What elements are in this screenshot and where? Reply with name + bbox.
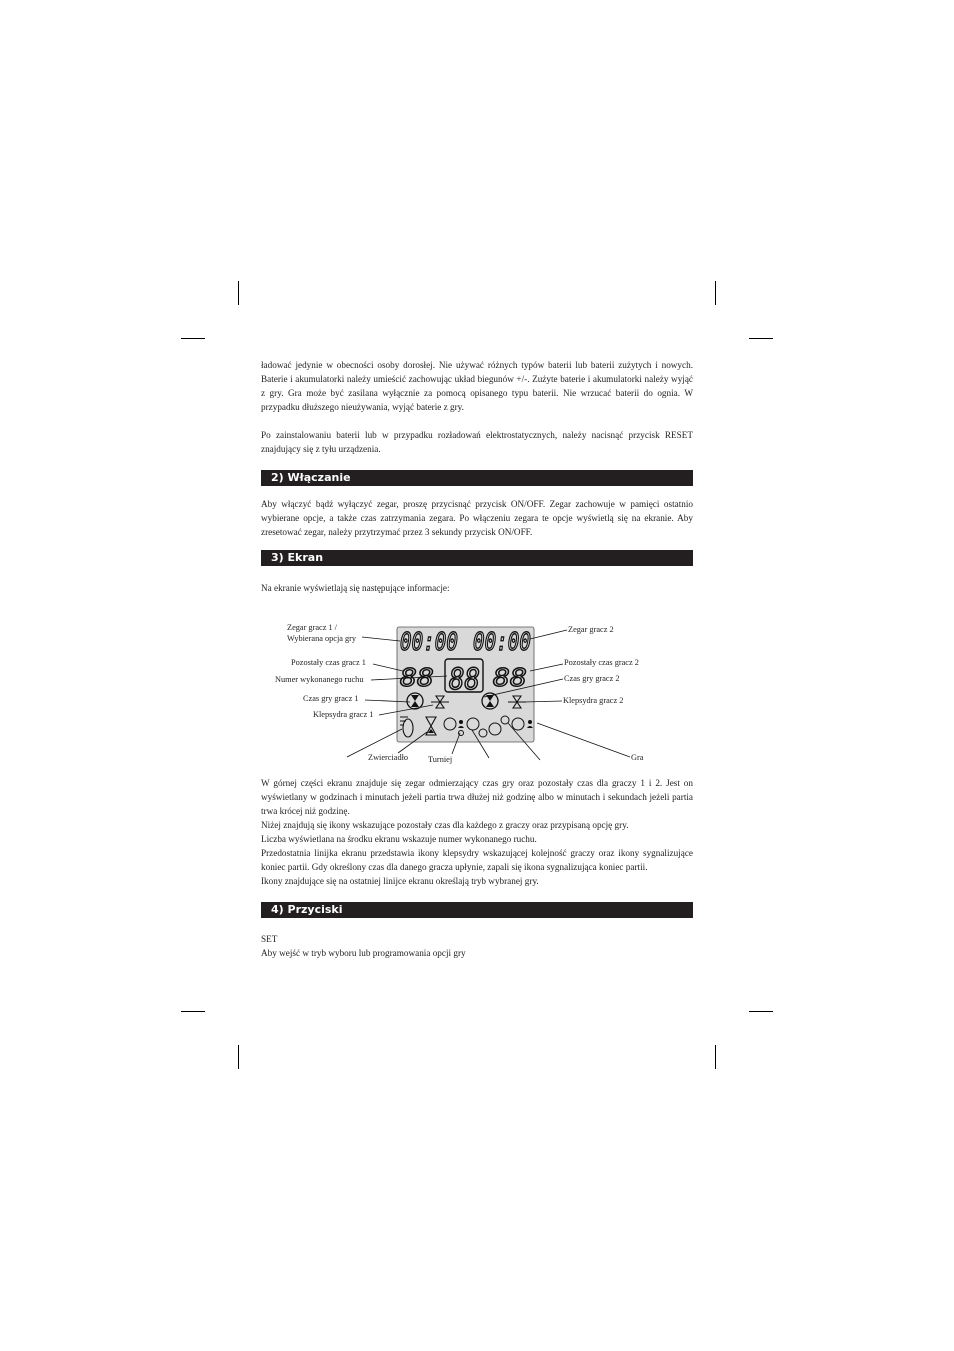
label-line: Zegar gracz 1 / [287, 623, 337, 632]
label-player1-clock [287, 622, 356, 644]
set-button-description [261, 932, 693, 960]
lcd-remaining-player2: 88 [493, 663, 527, 692]
set-label: SET [261, 934, 278, 944]
lcd-move-number: 88 [449, 662, 480, 696]
label-player1-hourglass: Klepsydra gracz 1 [313, 710, 374, 719]
label-player2-hourglass: Klepsydra gracz 2 [563, 696, 624, 705]
description-line: W górnej części ekranu znajduje się zegar odmierzający czas gry oraz pozostały czas dla graczy 1 i 2. Jest on wyświetlany w godzinach i minutach jeżeli partia trwa dłużej niż godzinę albo w minutach i sekundach jeżeli partia trwa krócej niż godzinę. [261, 778, 693, 816]
description-line: Liczba wyświetlana na środku ekranu wskazuje numer wykonanego ruchu. [261, 834, 537, 844]
description-line: Przedostatnia linijka ekranu przedstawia ikony klepsydry wskazującej kolejność graczy oraz ikony sygnalizujące koniec partii. Gdy określony czas dla danego gracza upłynie, zapali się ikona sygnalizująca koniec partii. [261, 848, 693, 872]
screen-description [261, 776, 693, 888]
section-title: 3) Ekran [271, 551, 324, 564]
description-line: Niżej znajdują się ikony wskazujące pozostały czas dla każdego z graczy oraz przypisaną opcję gry. [261, 820, 629, 830]
label-player2-clock: Zegar gracz 2 [568, 625, 614, 634]
label-player2-remaining: Pozostały czas gracz 2 [564, 658, 639, 667]
lcd-clock-player1: 00:00 [400, 627, 458, 656]
section-title: 4) Przyciski [271, 903, 343, 916]
label-player2-game-time: Czas gry gracz 2 [564, 674, 620, 683]
set-text: Aby wejść w tryb wyboru lub programowania opcji gry [261, 948, 466, 958]
lcd-clock-player2: 00:00 [473, 627, 531, 656]
lcd-screen [397, 627, 534, 742]
lcd-remaining-player1: 88 [400, 663, 434, 692]
description-line: Ikony znajdujące się na ostatniej linijce ekranu określają tryb wybranej gry. [261, 876, 539, 886]
label-player1-game-time: Czas gry gracz 1 [303, 694, 359, 703]
section-title: 2) Włączanie [271, 471, 351, 484]
label-move-number: Numer wykonanego ruchu [275, 675, 364, 684]
screen-intro: Na ekranie wyświetlają się następujące informacje: [261, 583, 450, 593]
label-mirror: Zwierciadło [368, 753, 409, 762]
label-tournament: Turniej [428, 755, 453, 764]
battery-paragraph: ładować jedynie w obecności osoby dorosłej. Nie używać różnych typów baterii lub baterii zużytych i nowych. Baterie i akumulatorki należy umieścić zachowując układ biegunów +/-. Zużyte baterie i akumulatorki należy wyjąć z gry. Gra może być zasilana wyłącznie za pomocą opisanego typu baterii. Nie wrzucać baterii do ognia. W przypadku dłuższego nieużywania, wyjąć baterie z gry. [261, 360, 693, 412]
label-game: Gra [631, 753, 644, 762]
label-player1-remaining: Pozostały czas gracz 1 [291, 658, 366, 667]
reset-paragraph: Po zainstalowaniu baterii lub w przypadku rozładowań elektrostatycznych, należy nacisnąć przycisk RESET znajdujący się z tyłu urządzenia. [261, 430, 693, 454]
power-paragraph: Aby włączyć bądź wyłączyć zegar, proszę przycisnąć przycisk ON/OFF. Zegar zachowuje w pamięci ostatnio wybierane opcje, a także czas zatrzymania zegara. Po włączeniu zegara te opcje wyświetlą się na ekranie. Aby zresetować zegar, należy przytrzymać przez 3 sekundy przycisk ON/OFF. [261, 499, 693, 537]
section-heading-buttons [261, 902, 693, 918]
label-line: Wybierana opcja gry [287, 634, 357, 643]
